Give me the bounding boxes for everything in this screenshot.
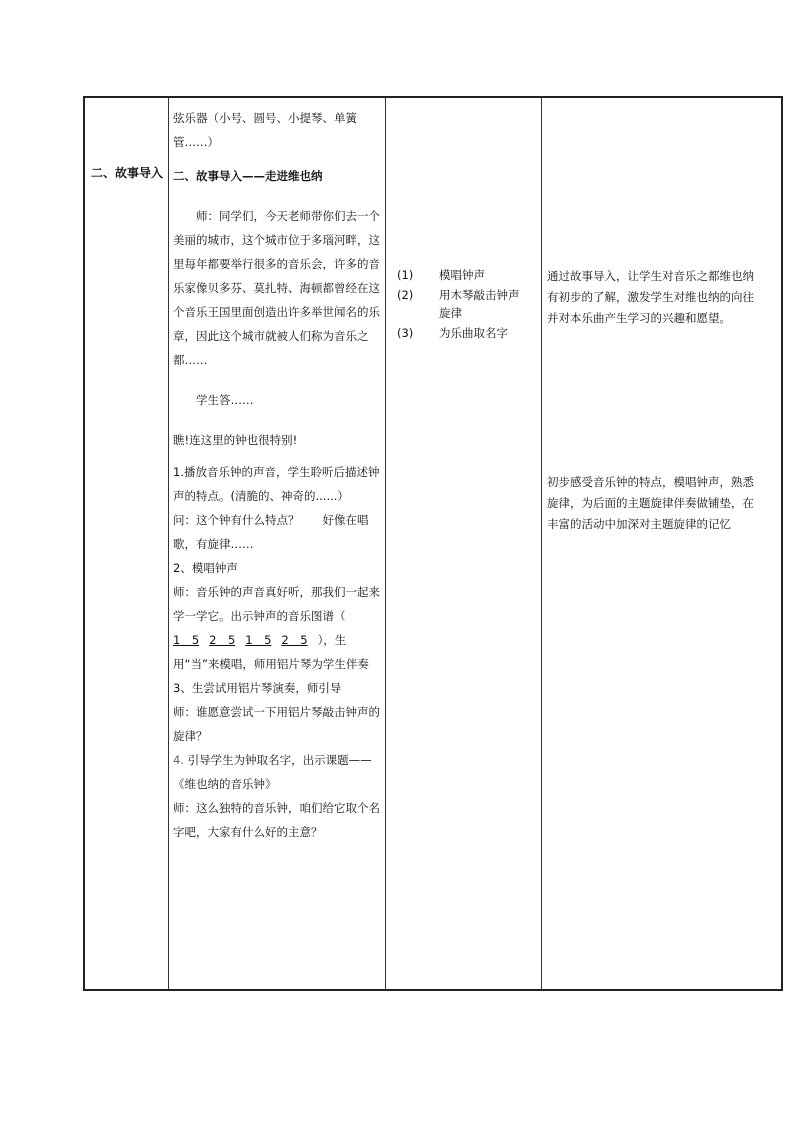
activity-text: 模唱钟声	[439, 268, 485, 282]
content-p8	[173, 580, 383, 676]
column-divider	[168, 98, 169, 989]
column-divider	[385, 98, 386, 989]
note-group: 1 5	[245, 633, 272, 647]
note-group: 2 5	[209, 633, 236, 647]
content-p9: 3、生尝试用铝片琴演奏，师引导	[173, 681, 342, 695]
content-p7: 2、模唱钟声	[173, 561, 238, 575]
design-intent-2: 初步感受音乐钟的特点，模唱钟声，熟悉旋律，为后面的主题旋律伴奏做铺垫，在丰富的活动中加深对主题旋律的记忆	[547, 475, 754, 531]
item-number: 4.	[173, 753, 184, 767]
activity-text: 为乐曲取名字	[439, 326, 508, 340]
teacher-story: 师：同学们，今天老师带你们去一个美丽的城市，这个城市位于多瑙河畔，这里每年都要举行很多的音乐会，许多的音乐家像贝多芬、莫扎特、海顿都曾经在这个音乐王国里面创造出许多举世闻名的乐章，因此这个城市就被人们称为音乐之都……	[173, 209, 380, 367]
activity-item	[397, 286, 547, 322]
content-p5: 1.播放音乐钟的声音，学生聆听后描述钟声的特点。(清脆的、神奇的......）	[173, 465, 380, 503]
activity-num: (2)	[397, 288, 414, 302]
note-group: 2 5	[281, 633, 308, 647]
column-divider	[541, 98, 542, 989]
note-group: 1 5	[173, 633, 200, 647]
content-p1: 弦乐器（小号、圆号、小提琴、单簧管……）	[173, 111, 357, 149]
student-activities	[397, 266, 547, 344]
notation	[173, 633, 318, 647]
lesson-table	[83, 96, 783, 991]
content-p11-text: 引导学生为钟取名字，出示课题——《维也纳的音乐钟》	[173, 753, 372, 791]
content-p6: 问：这个钟有什么特点？ 好像在唱歌，有旋律……	[173, 513, 369, 551]
activity-item	[397, 324, 547, 342]
design-intent-1: 通过故事导入，让学生对音乐之都维也纳有初步的了解，激发学生对维也纳的向往并对本乐曲产生学习的兴趣和愿望。	[547, 269, 754, 325]
content-p11	[173, 748, 383, 796]
section-heading: 二、故事导入——走进维也纳	[173, 169, 323, 183]
activity-text: 用木琴敲击钟声旋律	[439, 288, 520, 320]
activity-num: (3)	[397, 326, 414, 340]
content-p4: 瞧!连这里的钟也很特别!	[173, 433, 298, 447]
teaching-content	[173, 106, 383, 844]
activity-item	[397, 266, 547, 284]
stage-label: 二、故事导入	[91, 166, 164, 180]
content-p10: 师：谁愿意尝试一下用铝片琴敲击钟声的旋律？	[173, 705, 380, 743]
content-p8-tail: ），生用“当”来模唱，师用铝片琴为学生伴奏	[173, 633, 369, 671]
content-p8-text: 师：音乐钟的声音真好听，那我们一起来学一学它。出示钟声的音乐图谱（	[173, 585, 380, 623]
content-p12: 师：这么独特的音乐钟，咱们给它取个名字吧，大家有什么好的主意？	[173, 801, 380, 839]
student-answer: 学生答……	[196, 393, 254, 407]
activity-num: (1)	[397, 268, 414, 282]
